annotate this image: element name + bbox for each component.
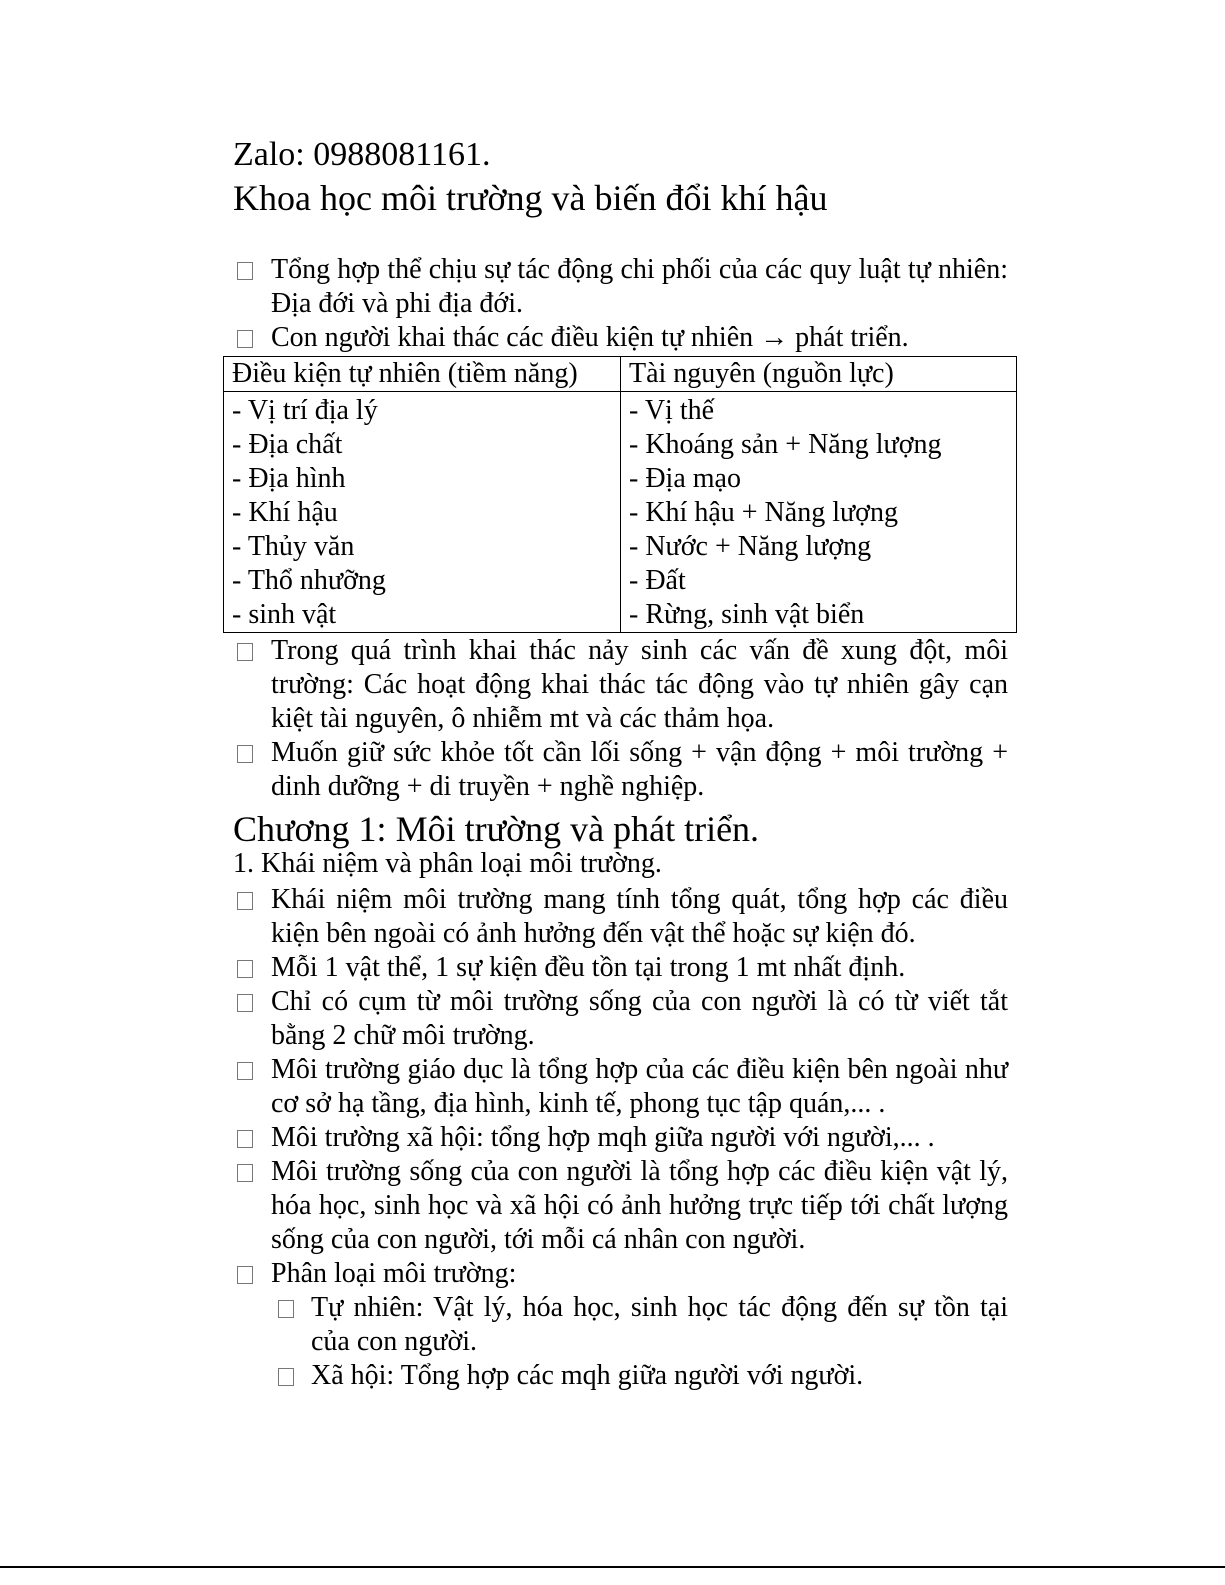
natural-conditions-cell <box>224 392 621 633</box>
checkbox-bullet-icon <box>237 994 253 1012</box>
list-item: Môi trường xã hội: tổng hợp mqh giữa người với người,... . <box>233 1121 1008 1155</box>
checkbox-bullet-icon <box>237 745 253 763</box>
list-item: Môi trường giáo dục là tổng hợp của các điều kiện bên ngoài như cơ sở hạ tầng, địa hình, kinh tế, phong tục tập quán,... . <box>233 1053 1008 1121</box>
table-cell-item: - Đất <box>629 565 686 596</box>
table-cell-item: - Khí hậu + Năng lượng <box>629 497 898 528</box>
resources-table <box>223 356 1017 633</box>
chapter-bullet-list <box>233 883 1008 1393</box>
checkbox-bullet-icon <box>278 1300 294 1318</box>
checkbox-bullet-icon <box>237 1130 253 1148</box>
page-bottom-rule <box>0 1566 1225 1568</box>
list-item: Trong quá trình khai thác nảy sinh các vấn đề xung đột, môi trường: Các hoạt động khai thác tác động vào tự nhiên gây cạn kiệt tài nguyên, ô nhiễm mt và các thảm họa. <box>233 634 1008 736</box>
table-cell-item: - Khí hậu <box>232 497 338 528</box>
list-item: Mỗi 1 vật thể, 1 sự kiện đều tồn tại trong 1 mt nhất định. <box>233 951 1008 985</box>
list-item: Môi trường sống của con người là tổng hợp các điều kiện vật lý, hóa học, sinh học và xã hội có ảnh hưởng trực tiếp tới chất lượng sống của con người, tới mỗi cá nhân con người. <box>233 1155 1008 1257</box>
list-item: Muốn giữ sức khỏe tốt cần lối sống + vận động + môi trường + dinh dưỡng + di truyền + nghề nghiệp. <box>233 736 1008 804</box>
table-header-cell: Tài nguyên (nguồn lực) <box>621 357 1017 392</box>
table-cell-item: - Thủy văn <box>232 531 355 562</box>
table-cell-item: - Vị thế <box>629 395 715 426</box>
table-cell-item: - Vị trí địa lý <box>232 395 378 426</box>
table-row <box>224 392 1017 633</box>
table-cell-item: - Rừng, sinh vật biển <box>629 599 865 630</box>
table-header-row <box>224 357 1017 392</box>
table-cell-item: - Địa hình <box>232 463 346 494</box>
resources-cell <box>621 392 1017 633</box>
table-cell-item: - sinh vật <box>232 599 337 630</box>
table-cell-item: - Địa mạo <box>629 463 741 494</box>
document-title: Khoa học môi trường và biến đổi khí hậu <box>233 178 828 218</box>
table-cell-item: - Thổ nhưỡng <box>232 565 386 596</box>
intro-bullet-list <box>233 253 1008 355</box>
table-cell-item: - Nước + Năng lượng <box>629 531 872 562</box>
checkbox-bullet-icon <box>237 892 253 910</box>
checkbox-bullet-icon <box>237 1164 253 1182</box>
section-heading: 1. Khái niệm và phân loại môi trường. <box>233 848 662 879</box>
contact-line: Zalo: 0988081161. <box>233 136 491 173</box>
chapter-heading: Chương 1: Môi trường và phát triển. <box>233 809 760 849</box>
checkbox-bullet-icon <box>237 262 253 280</box>
checkbox-bullet-icon <box>237 330 253 348</box>
checkbox-bullet-icon <box>237 643 253 661</box>
list-item: Phân loại môi trường: <box>233 1257 1008 1291</box>
table-cell-item: - Địa chất <box>232 429 343 460</box>
list-item: Chỉ có cụm từ môi trường sống của con người là có từ viết tắt bằng 2 chữ môi trường. <box>233 985 1008 1053</box>
table-header-cell: Điều kiện tự nhiên (tiềm năng) <box>224 357 621 392</box>
table-cell-item: - Khoáng sản + Năng lượng <box>629 429 942 460</box>
list-item: Tổng hợp thể chịu sự tác động chi phối của các quy luật tự nhiên: Địa đới và phi địa đới. <box>233 253 1008 321</box>
sub-list-item: Tự nhiên: Vật lý, hóa học, sinh học tác động đến sự tồn tại của con người. <box>233 1291 1008 1359</box>
list-item: Khái niệm môi trường mang tính tổng quát, tổng hợp các điều kiện bên ngoài có ảnh hưởng đến vật thể hoặc sự kiện đó. <box>233 883 1008 951</box>
list-item: Con người khai thác các điều kiện tự nhiên → phát triển. <box>233 321 1008 355</box>
sub-list-item: Xã hội: Tổng hợp các mqh giữa người với người. <box>233 1359 1008 1393</box>
checkbox-bullet-icon <box>237 960 253 978</box>
checkbox-bullet-icon <box>237 1266 253 1284</box>
checkbox-bullet-icon <box>237 1062 253 1080</box>
after-table-bullet-list <box>233 634 1008 804</box>
checkbox-bullet-icon <box>278 1368 294 1386</box>
